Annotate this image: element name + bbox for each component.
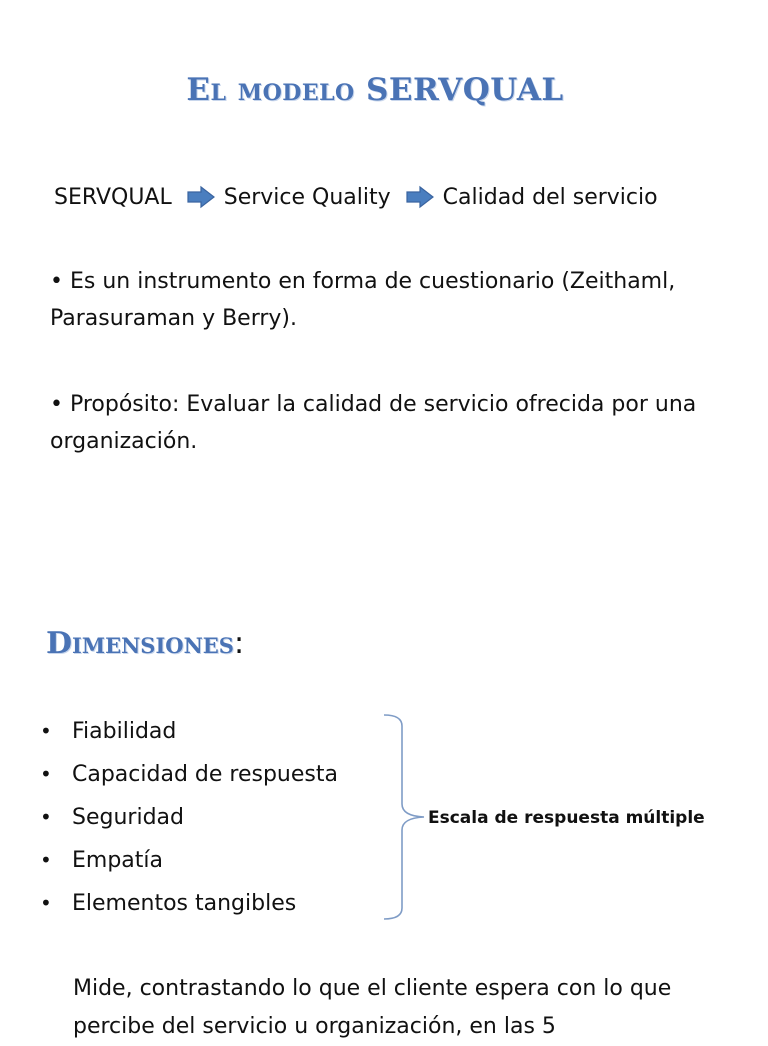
list-item (40, 839, 338, 882)
bullet: • (40, 805, 52, 829)
bullet: • (40, 891, 52, 915)
list-item (40, 882, 338, 925)
flow-item-calidad-del-servicio: Calidad del servicio (442, 184, 658, 210)
right-arrow-icon (405, 185, 435, 209)
bullet: • (40, 848, 52, 872)
dimensions-list (40, 710, 338, 925)
dimensions-heading-text: Dimensiones (46, 626, 234, 661)
page-title: El modelo SERVQUAL (186, 72, 564, 108)
instrument-description: • Es un instrumento en forma de cuestionario (Zeithaml, Parasuraman y Berry). (50, 269, 676, 331)
measurement-description: Mide, contrastando lo que el cliente espera con lo que percibe del servicio u organización, en las 5 (73, 976, 672, 1039)
scale-label: Escala de respuesta múltiple (428, 808, 705, 828)
dimension-elementos-tangibles: Elementos tangibles (72, 891, 297, 916)
list-item (40, 753, 338, 796)
purpose-description: • Propósito: Evaluar la calidad de servicio ofrecida por una organización. (50, 392, 697, 454)
dimension-fiabilidad: Fiabilidad (72, 719, 177, 744)
dimension-capacidad-de-respuesta: Capacidad de respuesta (72, 762, 338, 787)
dimension-seguridad: Seguridad (72, 805, 184, 830)
bullet: • (40, 762, 52, 786)
dimension-empatia: Empatía (72, 848, 163, 873)
flow-item-service-quality: Service Quality (223, 184, 391, 210)
dimensions-heading-colon: : (233, 626, 245, 661)
list-item (40, 710, 338, 753)
flow-item-servqual: SERVQUAL (54, 184, 172, 210)
right-arrow-icon (186, 185, 216, 209)
right-brace-icon (382, 712, 426, 922)
servqual-flow (54, 180, 754, 214)
dimensions-heading (46, 626, 244, 661)
list-item (40, 796, 338, 839)
bullet: • (40, 719, 52, 743)
